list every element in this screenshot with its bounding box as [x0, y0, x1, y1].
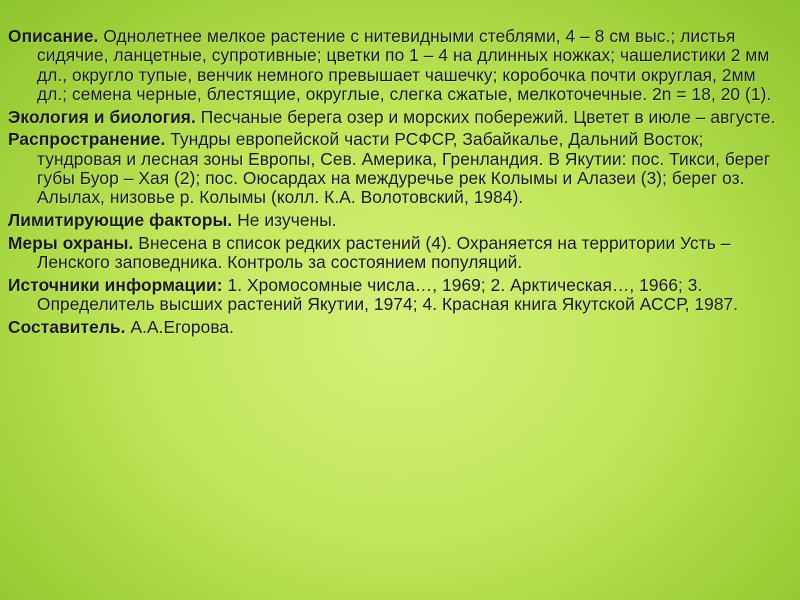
protection-label: Меры охраны. — [8, 232, 134, 253]
sources-label: Источники информации: — [8, 274, 223, 295]
author-text: А.А.Егорова. — [125, 316, 235, 337]
limiting-factors-paragraph — [8, 211, 784, 230]
description-text: Однолетнее мелкое растение с нитевидными стеблями, 4 – 8 см выс.; листья сидячие, ланцетные, супротивные; цветки по 1 – 4 на длинных ножках; чашелистики 2 мм дл., округло тупые, венчик немного превышает чашечку; коробочка почти округлая, 2мм дл.; семена черные, блестящие, округлые, слегка сжатые, мелкоточечные. 2n = 18, 20 (1). — [37, 26, 772, 104]
sources-text: 1. Хромосомные числа…, 1969; 2. Арктическая…, 1966; 3. Определитель высших растений Якутии, 1974; 4. Красная книга Якутской АССР, 1987. — [37, 274, 739, 314]
ecology-text: Песчаные берега озер и морских побережий. Цветет в июле – августе. — [195, 106, 776, 127]
description-paragraph — [8, 27, 784, 104]
ecology-paragraph — [8, 108, 784, 127]
protection-text: Внесена в список редких растений (4). Охраняется на территории Усть – Ленского заповедника. Контроль за состоянием популяций. — [37, 232, 731, 272]
distribution-label: Распространение. — [8, 129, 166, 150]
ecology-label: Экология и биология. — [8, 106, 196, 127]
author-paragraph — [8, 318, 784, 337]
distribution-text: Тундры европейской части РСФСР, Забайкалье, Дальний Восток; тундровая и лесная зоны Европы, Сев. Америка, Гренландия. В Якутии: пос. Тикси, берег губы Буор – Хая (2); пос. Оюсардах на междуречье рек Колымы и Алазеи (3); берег оз. Алылах, низовье р. Колымы (колл. К.А. Волотовский, 1984). — [37, 129, 771, 208]
description-label: Описание. — [8, 26, 99, 46]
distribution-paragraph — [8, 130, 784, 207]
author-label: Составитель. — [8, 316, 126, 337]
limiting-factors-text: Не изучены. — [232, 209, 337, 230]
protection-paragraph — [8, 234, 784, 273]
sources-paragraph — [8, 276, 784, 315]
limiting-factors-label: Лимитирующие факторы. — [8, 209, 233, 230]
slide-content — [8, 27, 784, 340]
